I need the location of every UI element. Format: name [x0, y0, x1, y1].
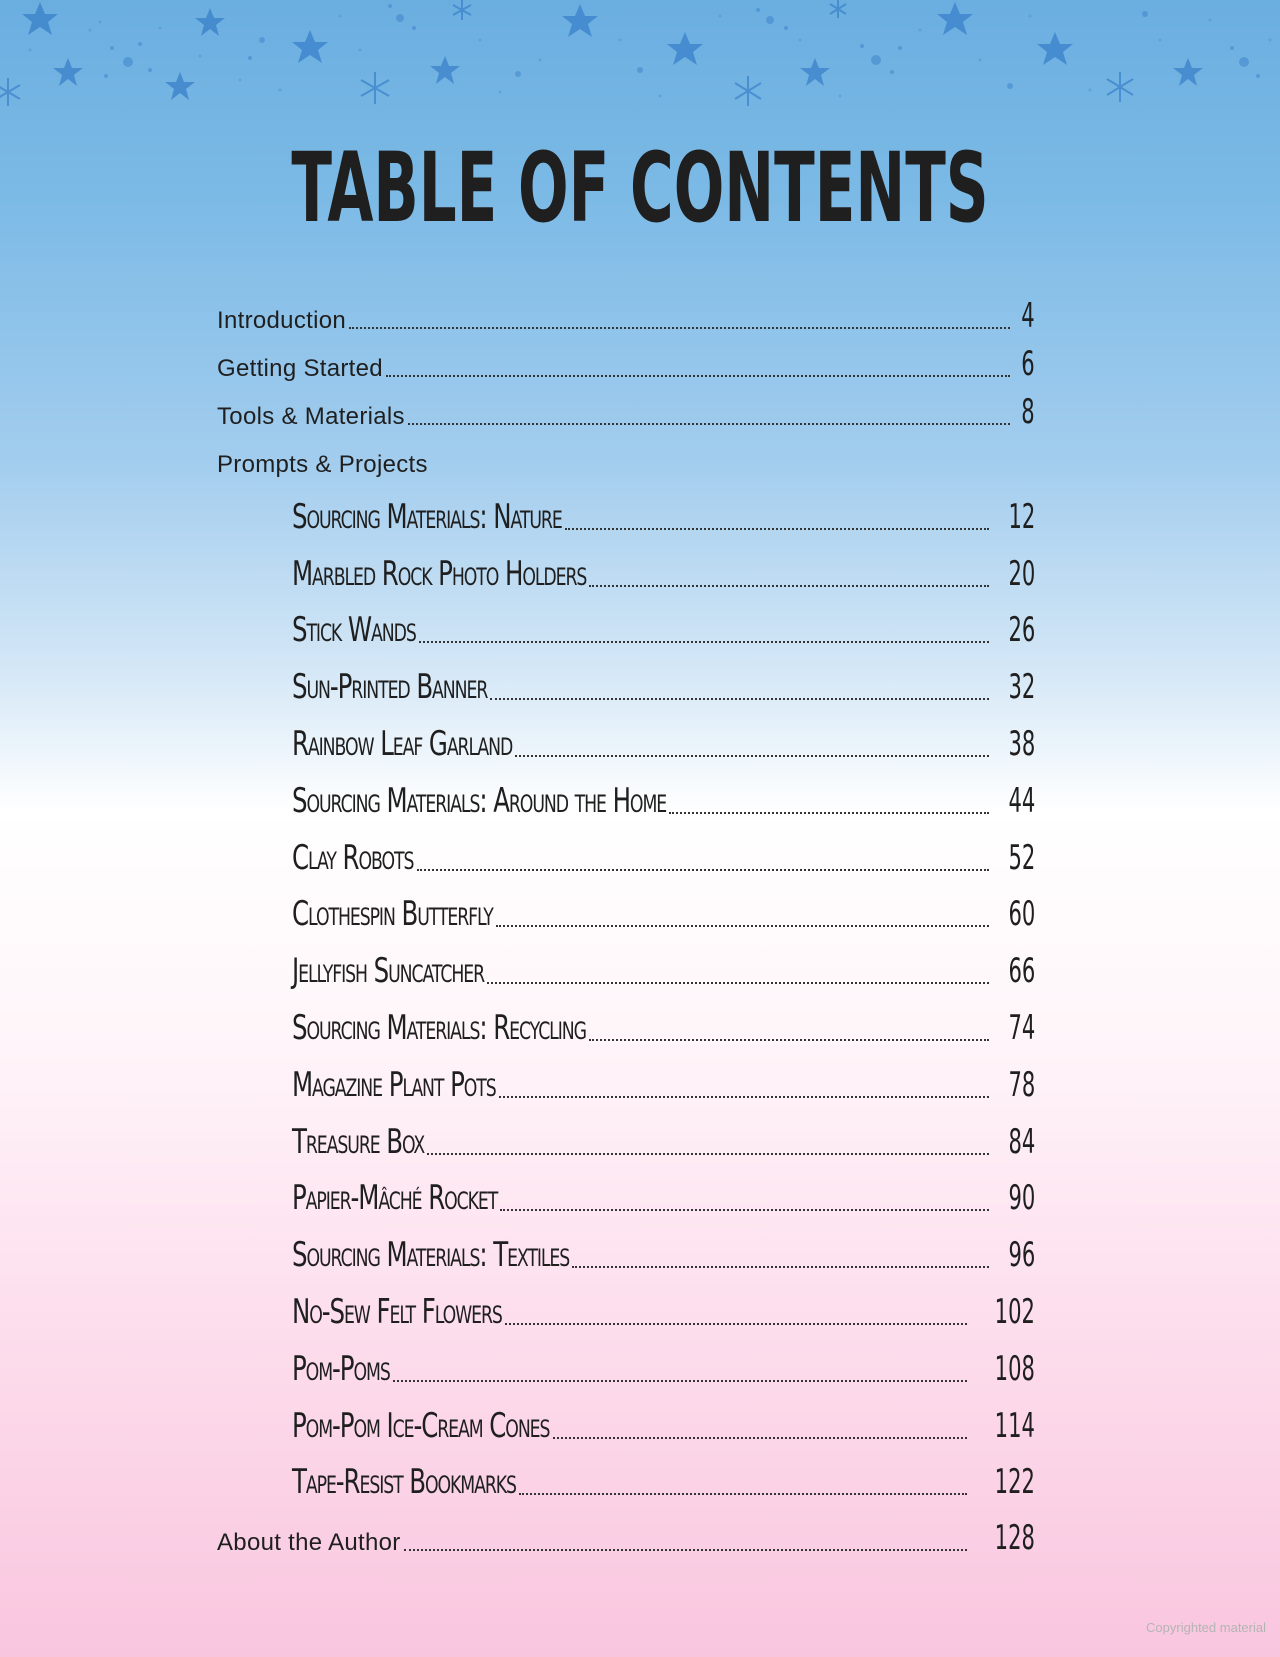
toc-page-number: 84: [1008, 1121, 1035, 1162]
dot-leader: [404, 1548, 967, 1551]
toc-page-number: 12: [1008, 496, 1035, 537]
copyright-notice: Copyrighted material: [1146, 1620, 1266, 1635]
dot-leader: [669, 811, 988, 814]
toc-page-number: 122: [994, 1462, 1035, 1503]
toc-entry-label: Prompts & Projects: [217, 451, 428, 478]
toc-entry-label: Marbled Rock Photo Holders: [292, 553, 587, 594]
asterisk-icon: [361, 72, 389, 104]
dot-leader: [589, 1038, 989, 1041]
dot-leader: [496, 924, 989, 927]
toc-entry-label: No-Sew Felt Flowers: [292, 1291, 502, 1332]
toc-page-number: 96: [1008, 1235, 1035, 1276]
asterisk-icon: [830, 0, 846, 18]
toc-page-number: 102: [994, 1291, 1035, 1332]
dot-leader: [393, 1379, 967, 1382]
star-icon: [22, 2, 58, 35]
star-border: [0, 0, 1280, 120]
dot-leader: [408, 422, 1011, 425]
dot-leader: [515, 754, 988, 757]
toc-entry-label: Getting Started: [217, 355, 383, 382]
toc-entry: [217, 1105, 1035, 1162]
toc-page-number: 8: [1021, 392, 1035, 432]
toc-entry: [217, 384, 1035, 432]
toc-entry: [217, 537, 1035, 594]
toc-page-number: 74: [1008, 1007, 1035, 1048]
toc-page-number: 128: [994, 1518, 1035, 1559]
star-icon: [1037, 32, 1073, 65]
dot-leader: [386, 374, 1010, 377]
dot-leader: [417, 868, 989, 871]
toc-entry: [217, 764, 1035, 821]
toc-entry-label: Introduction: [217, 307, 347, 334]
toc-entry: [217, 1218, 1035, 1275]
dot-leader: [419, 640, 989, 643]
toc-entry-label: Magazine Plant Pots: [292, 1064, 496, 1105]
toc-section-heading: [217, 432, 1035, 480]
toc-entry: [217, 878, 1035, 935]
star-icon: [292, 30, 328, 63]
toc-entry-label: Sourcing Materials: Nature: [292, 496, 562, 537]
dot-leader: [500, 1208, 989, 1211]
toc-page-number: 90: [1008, 1178, 1035, 1219]
toc-entry: [217, 288, 1035, 336]
star-icon: [53, 58, 83, 86]
dot-leader: [565, 527, 989, 530]
page-title: TABLE OF CONTENTS: [291, 132, 989, 244]
toc-page-number: 78: [1008, 1064, 1035, 1105]
toc-page-number: 32: [1008, 667, 1035, 708]
table-of-contents: [217, 288, 1035, 1558]
toc-entry: [217, 336, 1035, 384]
toc-page-number: 44: [1008, 780, 1035, 821]
toc-entry-label: About the Author: [217, 1529, 401, 1557]
toc-entry: [217, 1275, 1035, 1332]
dot-leader: [553, 1436, 967, 1439]
star-icon: [800, 58, 830, 86]
toc-entry-label: Tape-Resist Bookmarks: [292, 1462, 516, 1503]
toc-entry-label: Clothespin Butterfly: [292, 894, 493, 935]
toc-entry-label: Sourcing Materials: Textiles: [292, 1235, 570, 1276]
toc-entry: [217, 1048, 1035, 1105]
toc-entry-label: Sourcing Materials: Recycling: [292, 1007, 586, 1048]
star-icon: [1173, 58, 1203, 86]
dot-leader: [499, 1095, 989, 1098]
toc-entry: [217, 1332, 1035, 1389]
toc-entry-label: Treasure Box: [292, 1121, 425, 1162]
toc-entry: [217, 991, 1035, 1048]
toc-entry-label: Tools & Materials: [217, 403, 405, 430]
toc-entry: [217, 1502, 1035, 1558]
toc-entry-label: Clay Robots: [292, 837, 414, 878]
dot-leader: [490, 697, 989, 700]
dot-leader: [572, 1265, 989, 1268]
toc-page-number: 60: [1008, 894, 1035, 935]
dot-leader: [519, 1492, 967, 1495]
toc-entry-label: Pom-Pom Ice-Cream Cones: [292, 1405, 550, 1446]
toc-entry: [217, 650, 1035, 707]
toc-entry: [217, 821, 1035, 878]
toc-page-number: 108: [994, 1348, 1035, 1389]
toc-page-number: 52: [1008, 837, 1035, 878]
dot-leader: [589, 584, 988, 587]
toc-entry: [217, 480, 1035, 537]
toc-entry-label: Rainbow Leaf Garland: [292, 723, 513, 764]
asterisk-icon: [0, 78, 20, 106]
toc-entry: [217, 1389, 1035, 1446]
asterisk-icon: [1107, 72, 1133, 102]
toc-entry-label: Stick Wands: [292, 610, 416, 651]
toc-entry: [217, 1446, 1035, 1503]
toc-entry-label: Jellyfish Suncatcher: [292, 951, 485, 992]
toc-page-number: 20: [1008, 553, 1035, 594]
star-icon: [562, 4, 598, 37]
toc-page-number: 26: [1008, 610, 1035, 651]
asterisk-icon: [453, 0, 471, 20]
toc-page-number: 38: [1008, 723, 1035, 764]
toc-page-number: 4: [1021, 296, 1035, 336]
dot-leader: [349, 326, 1010, 329]
dot-leader: [427, 1152, 988, 1155]
star-icon: [430, 56, 460, 84]
toc-page-number: 66: [1008, 951, 1035, 992]
toc-entry: [217, 934, 1035, 991]
star-icon: [165, 72, 195, 100]
dot-leader: [487, 981, 989, 984]
toc-page-number: 6: [1021, 344, 1035, 384]
toc-entry: [217, 707, 1035, 764]
toc-entry: [217, 594, 1035, 651]
star-icon: [937, 2, 973, 35]
dot-leader: [505, 1322, 968, 1325]
toc-entry-label: Sun-Printed Banner: [292, 667, 488, 708]
toc-entry-label: Sourcing Materials: Around the Home: [292, 780, 667, 821]
toc-page-number: 114: [994, 1405, 1035, 1446]
toc-entry-label: Papier-Mâché Rocket: [292, 1178, 498, 1219]
asterisk-icon: [735, 76, 761, 106]
star-icon: [195, 8, 225, 36]
toc-entry-label: Pom-Poms: [292, 1348, 390, 1389]
toc-entry: [217, 1162, 1035, 1219]
star-icon: [667, 32, 703, 65]
